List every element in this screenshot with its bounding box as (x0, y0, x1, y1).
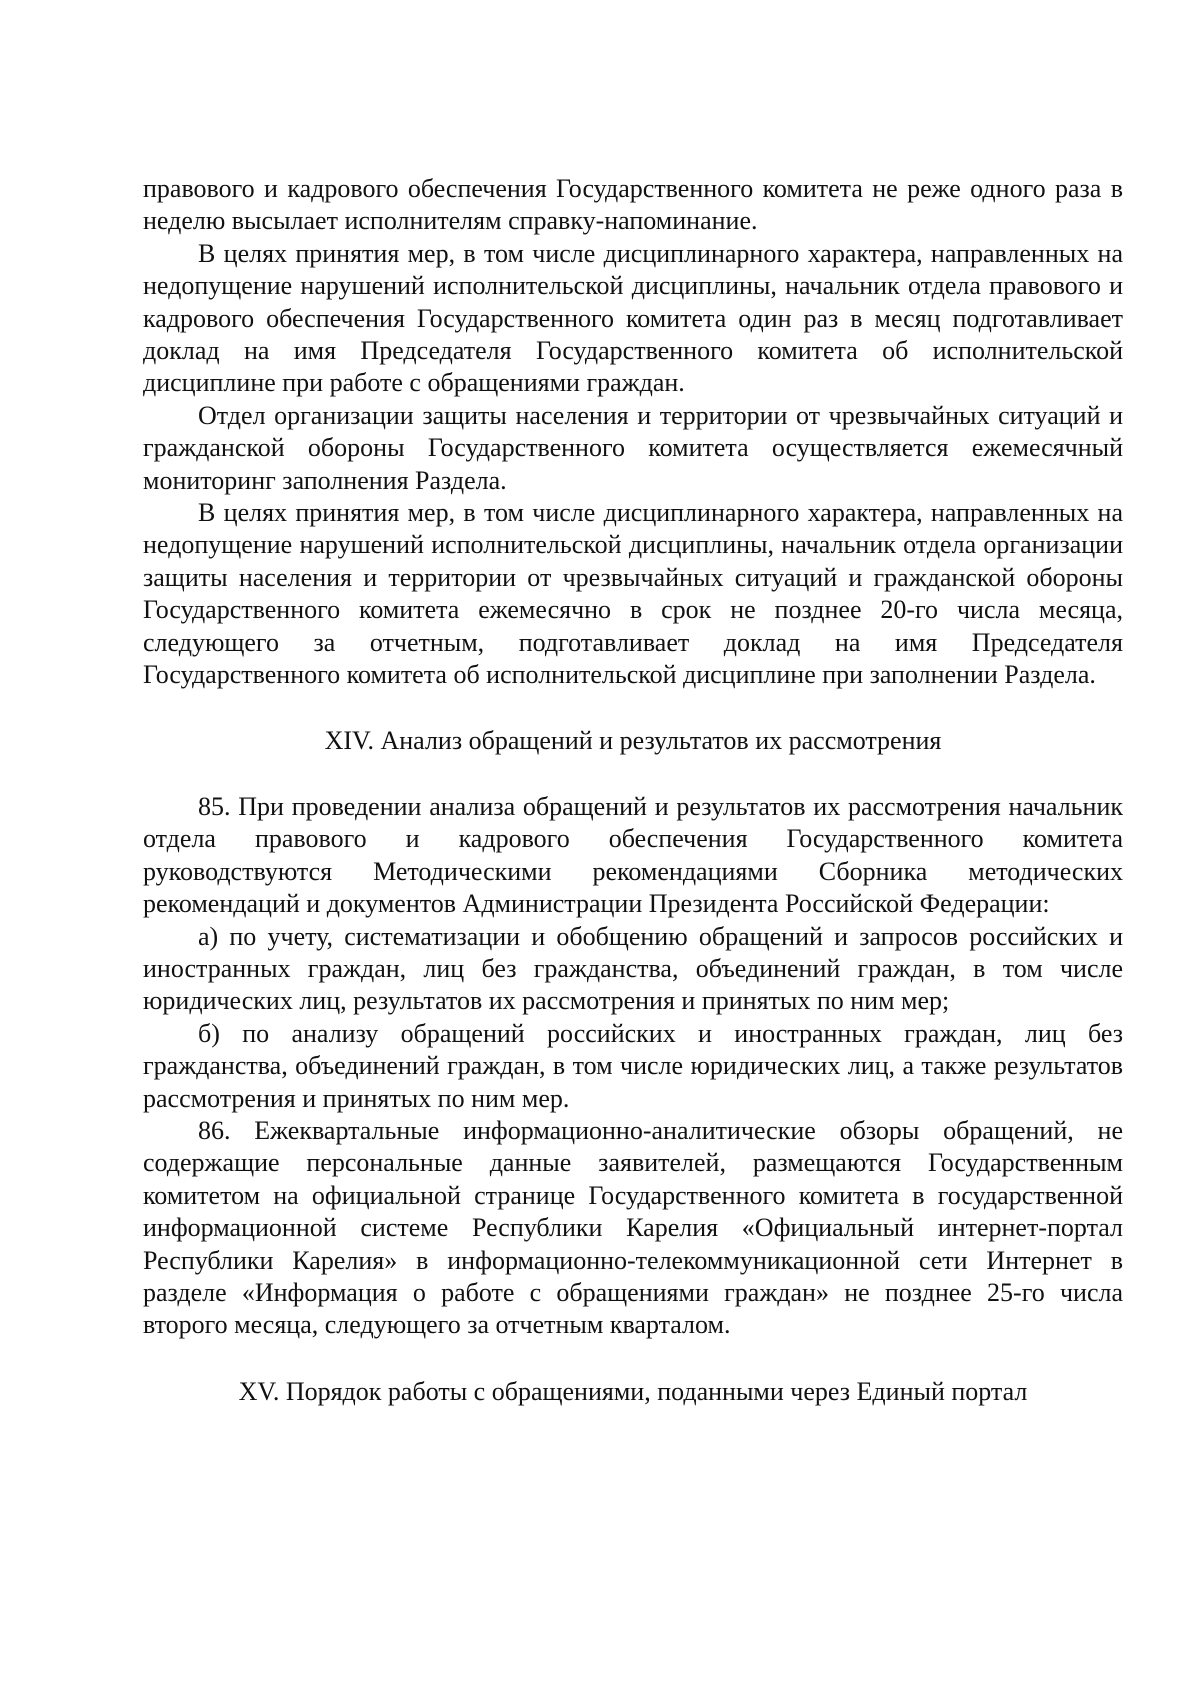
paragraph: В целях принятия мер, в том числе дисциплинарного характера, направленных на недопущение нарушений исполнительской дисциплины, начальник отдела организации защиты населения и территории от чрезвычайных ситуаций и гражданской обороны Государственного комитета ежемесячно в срок не позднее 20-го числа месяца, следующего за отчетным, подготавливает доклад на имя Председателя Государственного комитета об исполнительской дисциплине при заполнении Раздела. (143, 498, 1123, 690)
paragraph: а) по учету, систематизации и обобщению обращений и запросов российских и иностранных граждан, лиц без гражданства, объединений граждан, в том числе юридических лиц, результатов их рассмотрения и принятых по ним мер; (143, 921, 1123, 1016)
paragraph: правового и кадрового обеспечения Государственного комитета не реже одного раза в неделю высылает исполнителям справку-напоминание. (143, 174, 1123, 236)
paragraph: б) по анализу обращений российских и иностранных граждан, лиц без гражданства, объединений граждан, в том числе юридических лиц, а также результатов рассмотрения и принятых по ним мер. (143, 1018, 1123, 1113)
document-page (143, 173, 1123, 1408)
section-heading: XV. Порядок работы с обращениями, поданными через Единый портал (238, 1376, 1028, 1406)
paragraph: 86. Ежеквартальные информационно-аналитические обзоры обращений, не содержащие персональные данные заявителей, размещаются Государственным комитетом на официальной странице Государственного комитета в государственной информационной системе Республики Карелия «Официальный интернет-портал Республики Карелия» в информационно-телекоммуникационной сети Интернет в разделе «Информация о работе с обращениями граждан» не позднее 25-го числа второго месяца, следующего за отчетным кварталом. (143, 1115, 1123, 1340)
paragraph: В целях принятия мер, в том числе дисциплинарного характера, направленных на недопущение нарушений исполнительской дисциплины, начальник отдела правового и кадрового обеспечения Государственного комитета один раз в месяц подготавливает доклад на имя Председателя Государственного комитета об исполнительской дисциплине при работе с обращениями граждан. (143, 238, 1123, 398)
paragraph: 85. При проведении анализа обращений и результатов их рассмотрения начальник отдела правового и кадрового обеспечения Государственного комитета руководствуются Методическими рекомендациями Сборника методических рекомендаций и документов Администрации Президента Российской Федерации: (143, 791, 1123, 919)
section-heading: XIV. Анализ обращений и результатов их рассмотрения (324, 725, 942, 755)
paragraph: Отдел организации защиты населения и территории от чрезвычайных ситуаций и гражданской обороны Государственного комитета осуществляется ежемесячный мониторинг заполнения Раздела. (143, 400, 1123, 495)
